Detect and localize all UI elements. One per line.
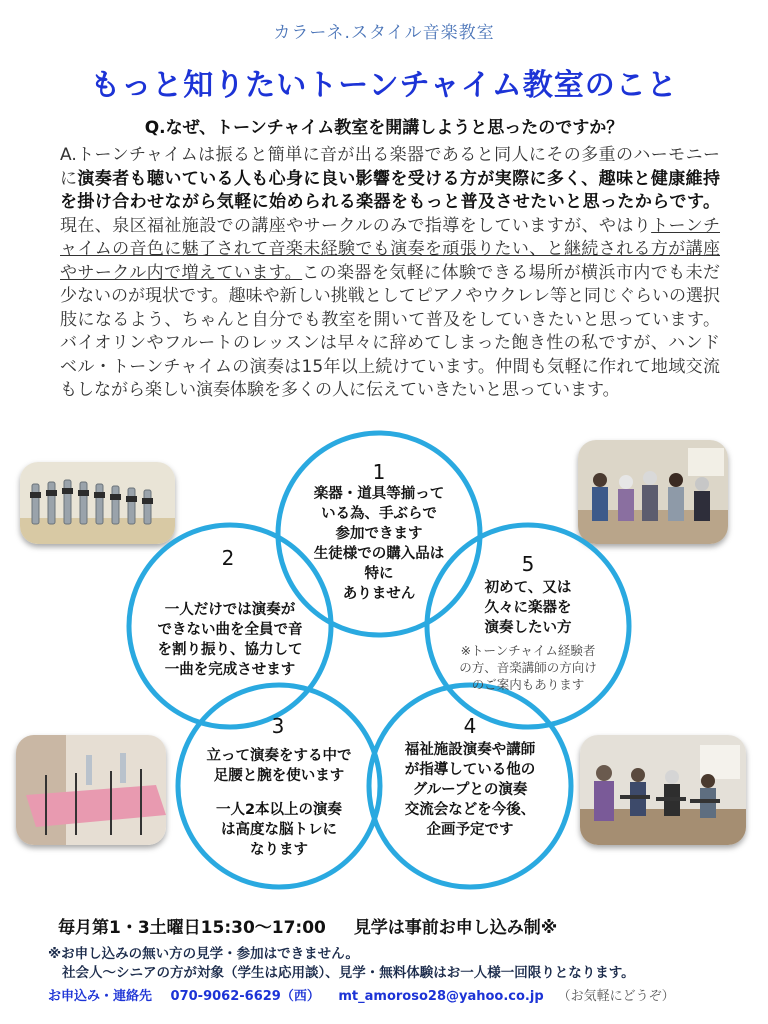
ring-3-line: 足腰と腕を使います <box>213 768 345 784</box>
ring-4-line: が指導している他の <box>404 762 536 778</box>
ring-2-line: を割り振り、協力して <box>157 642 303 658</box>
ring-1-line: 参加できます <box>335 526 423 542</box>
answer-text-4-underline: トーンチャイムの音色に魅了されて音楽未経験でも演奏を頑張りたい、と継続される方が講座やサークル内で増えています。 <box>60 215 720 283</box>
ring-3-line: 立って演奏をする中で <box>206 748 352 764</box>
answer-text-3: 現在、泉区福祉施設での講座やサークルのみで指導をしていますが、やはり <box>60 215 652 236</box>
contact-line <box>48 985 689 1004</box>
answer-text-5: この楽器を気軽に体験できる場所が横浜市内でも未だ少ないのが現状です。趣味や新しい挑戦としてピアノやウクレレ等と同じぐらいの選択肢になるよう、ちゃんと自分でも教室を開いて普及をしていきたいと思っています。バイオリンやフルートのレッスンは早々に辞めてしまった飽き性の私ですが、ハンドベル・トーンチャイムの演奏は15年以上続けています。仲間も気軽に作れて地域交流もしながら楽しい演奏体験を多くの人に伝えていきたいと思っています。 <box>60 262 720 400</box>
contact-phone[interactable]: 070‐9062‐6629（西） <box>170 989 320 1004</box>
contact-note: （お気軽にどうぞ） <box>557 989 675 1004</box>
ring-3-text <box>179 746 379 786</box>
question-heading: Q.なぜ、トーンチャイム教室を開講しようと思ったのですか？ <box>144 118 624 138</box>
ring-1-text <box>289 484 469 604</box>
visit-note: 見学は事前お申し込み制※ <box>353 918 558 938</box>
ring-1-line: ありません <box>342 586 416 602</box>
ring-3-number: 3 <box>271 714 285 738</box>
ring-4-line: 企画予定です <box>426 822 514 838</box>
page-title: もっと知りたいトーンチャイム教室のこと <box>90 68 678 103</box>
ring-5-line: 初めて、又は <box>484 580 572 596</box>
notice-line-2: 社会人〜シニアの方が対象（学生は応用談）、見学・無料体験はお一人様一回限りとなります。 <box>62 965 635 981</box>
ring-1-line: 特に <box>364 566 394 582</box>
ring-5-text <box>448 578 608 638</box>
ring-3-line: 一人2本以上の演奏 <box>215 802 343 818</box>
school-name: カラーネ.スタイル音楽教室 <box>273 23 495 43</box>
ring-1-line: 生徒様での購入品は <box>313 546 445 562</box>
ring-5-note-line: ※トーンチャイム経験者 <box>460 643 596 658</box>
ring-4-number: 4 <box>463 714 477 738</box>
ring-3-line: なります <box>250 842 308 858</box>
schedule-line <box>58 913 579 938</box>
ring-1-line: 楽器・道具等揃って <box>313 486 445 502</box>
answer-text-2-bold: 演奏者も聴いている人も心身に良い影響を受ける方が実際に多く、趣味と健康維持を掛け合わせながら気軽に始められる楽器をもっと普及させたいと思ったからです。 <box>60 168 720 212</box>
ring-2-line: 一曲を完成させます <box>164 662 296 678</box>
ring-3-line: は高度な脳トレに <box>221 822 337 838</box>
ring-2-text <box>130 600 330 680</box>
ring-2-line: できない曲を全員で音 <box>157 622 303 638</box>
ring-1-line: いる為、手ぶらで <box>321 506 437 522</box>
contact-label: お申込み・連絡先 <box>48 989 153 1004</box>
ring-4-text <box>380 740 560 840</box>
ring-5-number: 5 <box>521 552 535 576</box>
contact-email[interactable]: mt_amoroso28@yahoo.co.jp <box>338 989 544 1004</box>
ring-4-line: 福祉施設演奏や講師 <box>404 742 536 758</box>
answer-text-1: A.トーンチャイムは振ると簡単に音が出る楽器であると同人にその多重のハーモニーに <box>60 145 720 189</box>
ring-5-note-line: のご案内もあります <box>471 677 585 692</box>
ring-5-note <box>428 642 628 693</box>
ring-2-line: 一人だけでは演奏が <box>164 602 296 618</box>
ring-5-note-line: の方、音楽講師の方向け <box>459 660 597 675</box>
ring-4-line: グループとの演奏 <box>412 782 528 798</box>
ring-1-number: 1 <box>372 460 386 484</box>
ring-5-line: 久々に楽器を <box>484 600 572 616</box>
schedule-time: 毎月第1・3土曜日15:30〜17:00 <box>58 918 326 938</box>
ring-4-line: 交流会などを今後、 <box>404 802 536 818</box>
ring-3-text-2 <box>179 800 379 860</box>
ring-5-line: 演奏したい方 <box>484 620 572 636</box>
ring-2-number: 2 <box>221 546 235 570</box>
notice-line-1: ※お申し込みの無い方の見学・参加はできません。 <box>48 946 359 962</box>
